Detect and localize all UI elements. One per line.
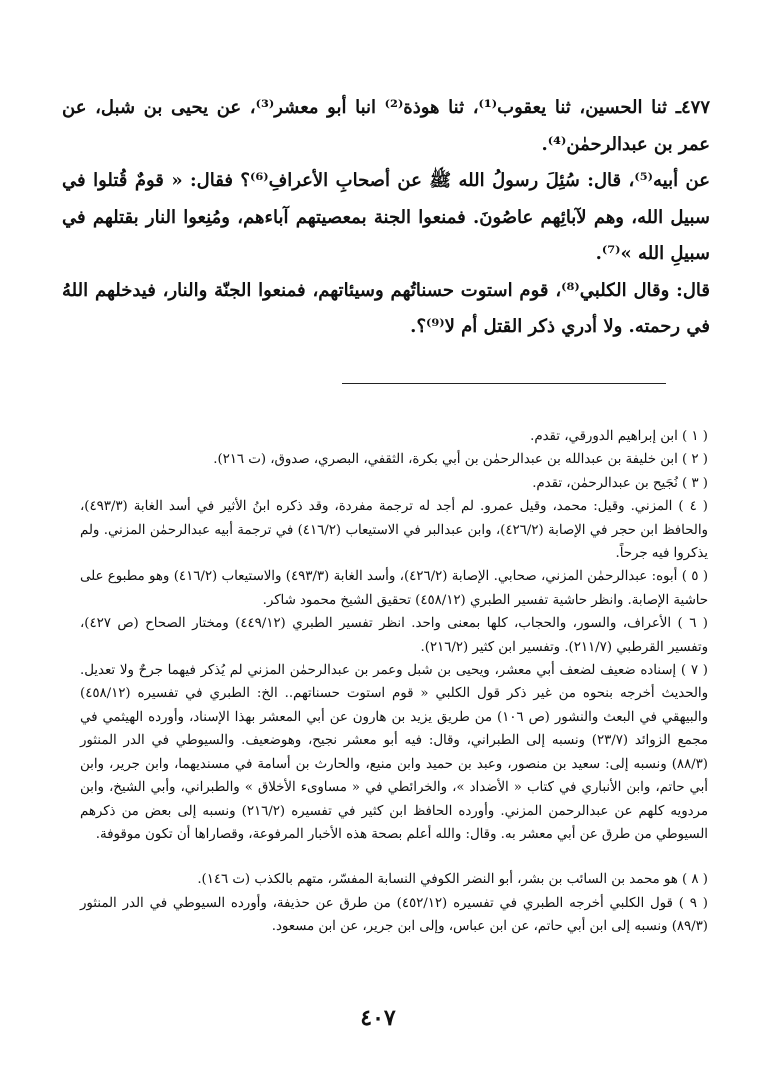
footnote-gap bbox=[80, 846, 708, 868]
footnote-7: ( ٧ ) إسناده ضعيف لضعف أبي معشر، ويحيى بن شبل وعمر بن عبدالرحمٰن المزني لم يُذكر فيهما جرحٌ ولا تعديل. والحديث أخرجه بنحوه من غير ذكر قول الكلبي « قوم استوت حسناتهم.. الخ: الطبري في تفسيره (٤٥٨/١٢) والبيهقي في البعث والنشور (ص ١٠٦) من طريق يزيد بن هارون عن أبي المعشر بهذا الإسناد، وأورده الهيثمي في مجمع الزوائد (٢٣/٧) ونسبه إلى الطبراني، وقال: فيه أبو معشر نجيح، وهوضعيف. والسيوطي في الدر المنثور (٨٨/٣) ونسبه إلى: سعيد بن منصور، وعبد بن حميد وابن منيع، والحارث بن أسامة في مسنديهما، وابن جرير، وابن أبي حاتم، وابن الأنباري في كتاب « الأضداد »، والخرائطي في « مساوىء الأخلاق » والطبراني، وأبي الشيخ، وابن مردويه كلهم عن عبدالرحمن المزني. وأورده الحافظ ابن كثير في تفسيره (٢١٦/٢) ونسبه إلى بعض من ذكرهم السيوطي من طرق عن أبي معشر به. وقال: والله أعلم بصحة هذه الأخبار المرفوعة، وقصاراها أن تكون موقوفة. bbox=[80, 663, 709, 842]
hadith-matn: عن أبيه⁽⁵⁾، قال: سُئِلَ رسولُ الله ﷺ عن أصحابِ الأعرافِ⁽⁶⁾؟ فقال: « قومٌ قُتلوا في سبيل الله، وهم لآبائِهم عاصُونَ. فمنعوا الجنة بمعصيتهم آباءهم، ومُنِعوا النار بقتلهم في سبيلِ الله »⁽⁷⁾. bbox=[62, 170, 710, 264]
footnote-1: ( ١ ) ابن إبراهيم الدورقي، تقدم. bbox=[530, 429, 708, 444]
footnote-2: ( ٢ ) ابن خليفة بن عبدالله بن عبدالرحمٰن بن أبي بكرة، الثقفي، البصري، صدوق، (ت ٢١٦). bbox=[213, 452, 708, 468]
footnote-5: ( ٥ ) أبوه: عبدالرحمٰن المزني، صحابي. الإصابة (٤٢٦/٢)، وأسد الغابة (٤٩٣/٣) والاستيعاب (٤١٦/٢) وهو مطبوع على حاشية الإصابة. وانظر حاشية تفسير الطبري (٤٥٨/١٢) تحقيق الشيخ محمود شاكر. bbox=[80, 569, 709, 608]
footnotes bbox=[80, 425, 708, 939]
kalbi-comment: قال: وقال الكلبي⁽⁸⁾، قوم استوت حسناتُهم وسيئاتهم، فمنعوا الجنّة والنار، فيدخلهم اللهُ في رحمته. ولا أدري ذكر القتل أم لا⁽⁹⁾؟. bbox=[62, 279, 710, 337]
hadith-isnad: ٤٧٧ـ ثنا الحسين، ثنا يعقوب⁽¹⁾، ثنا هوذة⁽²⁾ انبا أبو معشر⁽³⁾، عن يحيى بن شبل، عن عمر بن عبدالرحمٰن⁽⁴⁾. bbox=[62, 97, 710, 155]
footnote-9: ( ٩ ) قول الكلبي أخرجه الطبري في تفسيره (٤٥٢/١٢) من طرق عن حذيفة، وأورده السيوطي في الدر المنثور (٨٩/٣) ونسبه إلى ابن أبي حاتم، عن ابن عباس، وإلى ابن جرير، عن ابن مسعود. bbox=[80, 895, 708, 935]
footnote-8: ( ٨ ) هو محمد بن السائب بن بشر، أبو النضر الكوفي النسابة المفسّر، متهم بالكذب (ت ١٤٦). bbox=[197, 872, 708, 888]
footnote-separator bbox=[342, 383, 666, 384]
page-number: ٤٠٧ bbox=[360, 1005, 396, 1031]
footnote-3: ( ٣ ) نُجَيح بن عبدالرحمٰن، تقدم. bbox=[532, 475, 708, 491]
footnote-4: ( ٤ ) المزني. وقيل: محمد، وقيل عمرو. لم أجد له ترجمة مفردة، وقد ذكره ابنُ الأثير في أسد الغابة (٤٩٣/٣)، والحافظ ابن حجر في الإصابة (٤٢٦/٢)، وابن عبدالبر في الاستيعاب (٤١٦/٢) في ترجمة أبيه عبدالرحمٰن المزني. ولم يذكروا فيه جرحاً. bbox=[80, 499, 708, 562]
footnote-6: ( ٦ ) الأعراف، والسور، والحجاب، كلها بمعنى واحد. انظر تفسير الطبري (٤٤٩/١٢) ومختار الصحاح (ص ٤٢٧)، وتفسير القرطبي (٢١١/٧). وتفسير ابن كثير (٢١٦/٢). bbox=[80, 616, 708, 655]
main-text bbox=[62, 90, 710, 346]
